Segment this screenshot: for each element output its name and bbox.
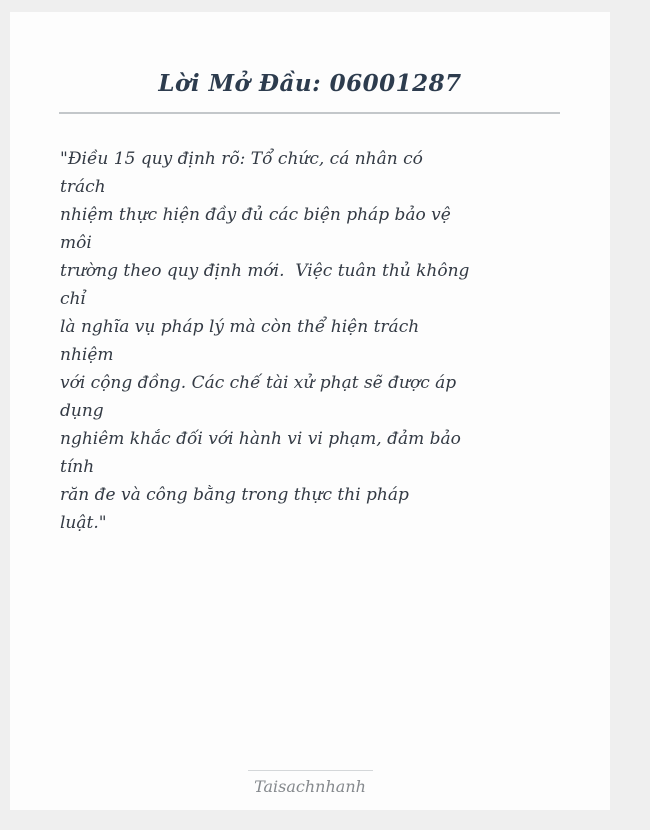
page-title: Lời Mở Đầu: 06001287	[158, 70, 462, 97]
body-line: "Điều 15 quy định rõ: Tổ chức, cá nhân có	[60, 149, 423, 169]
page-footer	[10, 770, 610, 796]
body-line: môi	[60, 233, 92, 253]
body-line: trường theo quy định mới. Việc tuân thủ không	[60, 261, 470, 281]
body-paragraph	[60, 145, 570, 537]
body-line: tính	[60, 457, 95, 477]
footer-brand: Taisachnhanh	[254, 777, 366, 796]
body-line: nghiêm khắc đối với hành vi vi phạm, đảm bảo	[60, 429, 461, 449]
body-line: là nghĩa vụ pháp lý mà còn thể hiện trách	[60, 317, 420, 337]
title-divider	[59, 112, 560, 114]
body-line: nhiệm	[60, 345, 114, 365]
body-line: với cộng đồng. Các chế tài xử phạt sẽ được áp	[60, 373, 457, 393]
body-line: dụng	[60, 401, 104, 421]
body-line: luật."	[60, 513, 107, 533]
body-line: chỉ	[60, 289, 86, 309]
document-page	[10, 12, 610, 810]
body-line: nhiệm thực hiện đầy đủ các biện pháp bảo vệ	[60, 205, 451, 225]
body-line: răn đe và công bằng trong thực thi pháp	[60, 485, 409, 505]
body-line: trách	[60, 177, 106, 197]
footer-divider	[248, 770, 373, 771]
